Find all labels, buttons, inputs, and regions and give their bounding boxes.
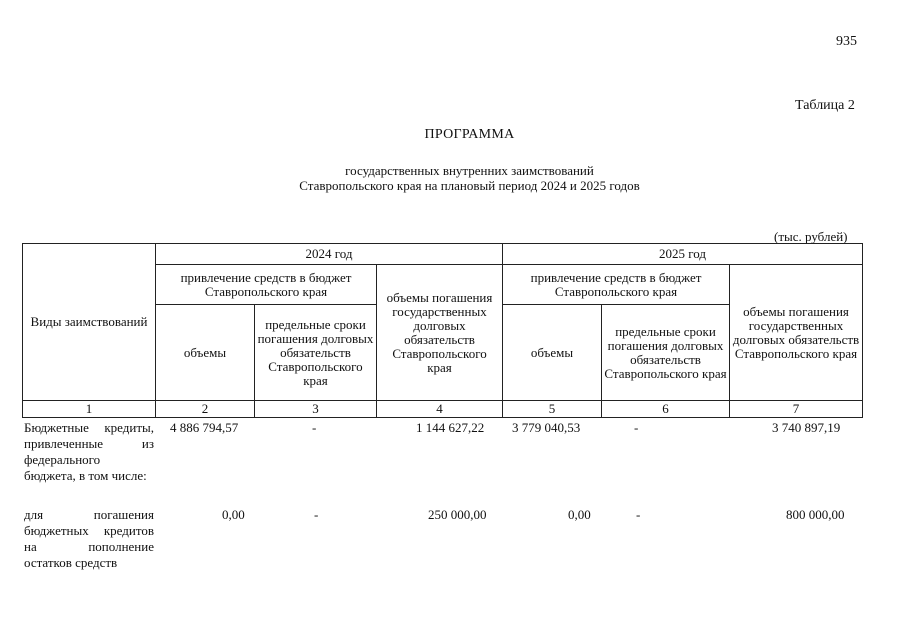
borrowing-table-header xyxy=(22,243,863,418)
header-kind: Виды заимствований xyxy=(23,244,156,401)
header-terms-2025: предельные сроки погашения долговых обязательств Ставропольского края xyxy=(602,305,730,401)
cell-repay-2025: 3 740 897,19 xyxy=(772,420,841,435)
units-label: (тыс. рублей) xyxy=(774,229,848,244)
header-repay-2024: объемы погашения государственных долговых обязательств Ставропольского края xyxy=(377,265,503,401)
column-number: 3 xyxy=(255,401,377,418)
cell-repay-2024: 1 144 627,22 xyxy=(416,420,485,435)
table-row xyxy=(22,420,862,507)
header-volumes-2024: объемы xyxy=(156,305,255,401)
header-year-2025: 2025 год xyxy=(503,244,863,265)
cell-repay-2024: 250 000,00 xyxy=(428,507,487,522)
header-year-2024: 2024 год xyxy=(156,244,503,265)
table-label: Таблица 2 xyxy=(795,98,855,113)
column-number: 6 xyxy=(602,401,730,418)
cell-volume-2024: 4 886 794,57 xyxy=(170,420,239,435)
cell-repay-2025: 800 000,00 xyxy=(786,507,845,522)
column-number: 1 xyxy=(23,401,156,418)
table-body xyxy=(22,420,862,577)
column-number: 4 xyxy=(377,401,503,418)
document-title: ПРОГРАММА xyxy=(424,127,515,142)
row-kind: Бюджетные кредиты, привлеченные из федерального бюджета, в том числе: xyxy=(24,420,154,483)
table-row xyxy=(22,507,862,577)
cell-term-2024: - xyxy=(312,420,317,435)
header-repay-2025: объемы погашения государственных долговых обязательств Ставропольского края xyxy=(730,265,863,401)
subtitle-line-1: государственных внутренних заимствований xyxy=(345,163,594,178)
cell-volume-2025: 0,00 xyxy=(568,507,591,522)
cell-term-2025: - xyxy=(636,507,641,522)
column-number: 5 xyxy=(503,401,602,418)
cell-term-2024: - xyxy=(314,507,319,522)
cell-term-2025: - xyxy=(634,420,639,435)
header-terms-2024: предельные сроки погашения долговых обязательств Ставропольского края xyxy=(255,305,377,401)
header-attract-2024: привлечение средств в бюджет Ставропольского края xyxy=(156,265,377,305)
page-number: 935 xyxy=(836,34,857,49)
header-volumes-2025: объемы xyxy=(503,305,602,401)
cell-volume-2025: 3 779 040,53 xyxy=(512,420,581,435)
column-number: 7 xyxy=(730,401,863,418)
row-kind: для погашения бюджетных кредитов на пополнение остатков средств xyxy=(24,507,154,570)
subtitle-line-2: Ставропольского края на плановый период 2024 и 2025 годов xyxy=(299,178,640,193)
cell-volume-2024: 0,00 xyxy=(222,507,245,522)
column-number: 2 xyxy=(156,401,255,418)
document-subtitle xyxy=(0,163,899,193)
header-attract-2025: привлечение средств в бюджет Ставропольского края xyxy=(503,265,730,305)
